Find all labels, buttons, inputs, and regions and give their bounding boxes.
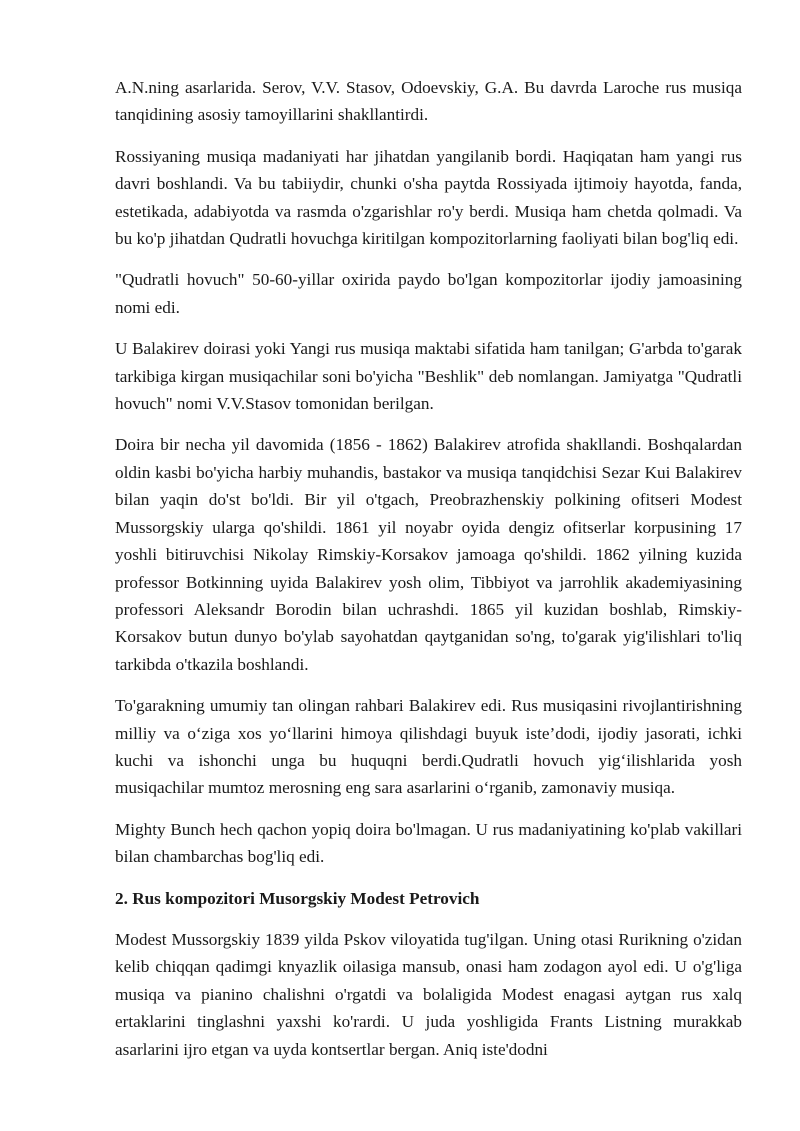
paragraph-5: Doira bir necha yil davomida (1856 - 1862) Balakirev atrofida shakllandi. Boshqalardan oldin kasbi bo'yicha harbiy muhandis, bastakor va musiqa tanqidchisi Sezar Kui Balakirev bilan yaqin do'st bo'ldi. Bir yil o'tgach, Preobrazhenskiy polkining ofitseri Modest Mussorgskiy ularga qo'shildi. 1861 yil noyabr oyida dengiz ofitserlar korpusining 17 yoshli bitiruvchisi Nikolay Rimskiy-Korsakov jamoaga qo'shildi. 1862 yilning kuzida professor Botkinning uyida Balakirev yosh olim, Tibbiyot va jarrohlik akademiyasining professori Aleksandr Borodin bilan uchrashdi. 1865 yil kuzidan boshlab, Rimskiy-Korsakov butun dunyo bo'ylab sayohatdan qaytganidan so'ng, to'garak yig'ilishlari to'liq tarkibda o'tkazila boshlandi. [115,435,742,674]
paragraph-1: A.N.ning asarlarida. Serov, V.V. Stasov, Odoevskiy, G.A. Bu davrda Laroche rus musiqa tanqidining asosiy tamoyillarini shakllantirdi. [115,78,742,125]
paragraph-2: Rossiyaning musiqa madaniyati har jihatdan yangilanib bordi. Haqiqatan ham yangi rus davri boshlandi. Va bu tabiiydir, chunki o'sha paytda Rossiyada ijtimoiy hayotda, fanda, estetikada, adabiyotda va rasmda o'zgarishlar ro'y berdi. Musiqa ham chetda qolmadi. Va bu ko'p jihatdan Qudratli hovuchga kiritilgan kompozitorlarning faoliyati bilan bog'liq edi. [115,146,742,249]
paragraph-4: U Balakirev doirasi yoki Yangi rus musiqa maktabi sifatida ham tanilgan; G'arbda to'garak tarkibiga kirgan musiqachilar soni bo'yicha "Beshlik" deb nomlangan. Jamiyatga "Qudratli hovuch" nomi V.V.Stasov tomonidan berilgan. [115,339,742,414]
section-heading: 2. Rus kompozitori Musorgskiy Modest Petrovich [115,888,480,908]
document-page [115,74,742,1077]
section-paragraph-1: Modest Mussorgskiy 1839 yilda Pskov viloyatida tug'ilgan. Uning otasi Rurikning o'zidan kelib chiqqan qadimgi knyazlik oilasiga mansub, onasi ham zodagon ayol edi. U o'g'liga musiqa va pianino chalishni o'rgatdi va bolaligida Modest enagasi aytgan rus xalq ertaklarini tinglashni yaxshi ko'rardi. U juda yoshligida Frants Listning murakkab asarlarini ijro etgan va uyda kontsertlar bergan. Aniq iste'dodni [115,929,742,1059]
paragraph-3: "Qudratli hovuch" 50-60-yillar oxirida paydo bo'lgan kompozitorlar ijodiy jamoasining nomi edi. [115,270,742,317]
paragraph-7: Mighty Bunch hech qachon yopiq doira bo'lmagan. U rus madaniyatining ko'plab vakillari bilan chambarchas bog'liq edi. [115,819,742,867]
paragraph-6: To'garakning umumiy tan olingan rahbari Balakirev edi. Rus musiqasini rivojlantirishning milliy va o‘ziga xos yo‘llarini himoya qilishdagi buyuk iste’dodi, ijodiy jasorati, ichki kuchi va ishonchi unga bu huquqni berdi.Qudratli hovuch yig‘ilishlarida yosh musiqachilar mumtoz merosning eng sara asarlarini o‘rganib, zamonaviy musiqa. [115,696,742,798]
